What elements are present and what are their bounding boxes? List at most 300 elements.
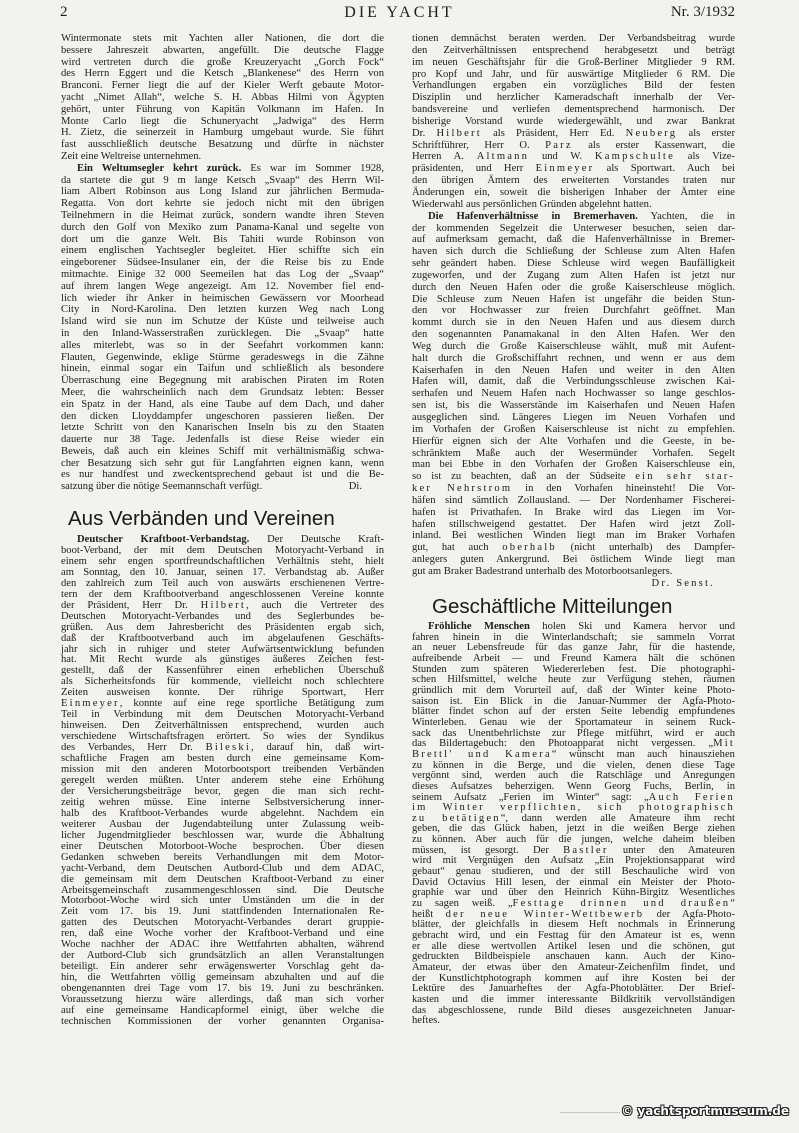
text-line	[412, 258, 735, 270]
text-line	[412, 365, 735, 377]
paragraph	[412, 33, 735, 211]
text-line	[61, 1017, 384, 1028]
text-run: Verhandlungen ergaben ein vorzügliches Bild der festen	[412, 80, 735, 92]
text-run: , auch die Vertreter des	[246, 599, 384, 611]
text-run: yacht-Verband, dem Deutschen Autbord-Club und dem ADAC,	[61, 862, 384, 874]
text-run: halb des Kraftboot-Verbandes wurde abgelehnt. Nachdem ein	[61, 807, 384, 819]
text-run: der Versicherungsbeiträge bevor, gegen die man sich recht-	[61, 785, 384, 797]
text-line	[61, 281, 384, 293]
watermark: © yachtsportmuseum.de	[621, 1104, 789, 1118]
text-line	[61, 68, 384, 80]
text-run: graphie war und über den Heinrich Kühn-Birgitz Wesentliches	[412, 887, 735, 899]
text-run: zeitig wehren müsse. Eine interne Selbstversicherung inner-	[61, 796, 384, 808]
text-run: gehört, unter Führung von Kapitän Volkmann im Hafen. In	[61, 103, 384, 115]
paragraph	[61, 33, 384, 163]
section-heading-mitteilungen: Geschäftliche Mitteilungen	[432, 595, 673, 618]
text-line	[412, 246, 735, 258]
text-line	[61, 458, 384, 470]
text-run: hinein, einmal sogar ein Taifun und schließlich als besondere	[61, 363, 384, 375]
text-run: Disziplin und herzlicher Kameradschaft innerhalb der Ver-	[412, 92, 735, 104]
text-run: sehr geändert haben. Diese Schleuse wird wegen Baufälligkeit	[412, 258, 735, 270]
text-run: David Octavius Hill lesen, der einmal ein Meister der Photo-	[412, 876, 735, 888]
text-line	[61, 175, 384, 187]
text-run: holen Ski und Kamera hervor und	[529, 621, 735, 632]
text-run: im Vorhafen der Großen Kaiserschleuse ist nicht zu empfehlen.	[412, 423, 735, 435]
page-number: 2	[60, 4, 68, 20]
text-line	[61, 45, 384, 57]
text-run: liam Albert Robinson aus Long Island zur jährlichen Bermuda-	[61, 186, 384, 198]
text-run: gatten des Deutschen Motoryacht-Verbandes derart gruppie-	[61, 917, 384, 929]
spaced-emphasis: Festtage drinnen und draußen	[512, 898, 731, 910]
text-run: eingeborener Südsee-Insulaner ein, der die Reise bis zu Ende	[61, 257, 384, 269]
text-line	[412, 329, 735, 341]
text-run: zu sagen weiß. „	[412, 898, 513, 910]
text-line	[61, 328, 384, 340]
text-line	[412, 1006, 735, 1017]
text-run: vergönnt sind, werden auch die Ratschläge und Anregungen	[412, 770, 735, 782]
text-line	[412, 341, 735, 353]
text-line	[412, 459, 735, 471]
spaced-emphasis: Auch Ferien	[648, 791, 735, 803]
text-run: den dicken Lloyddampfer ungeschoren passieren ließen. Der	[61, 410, 384, 422]
text-run: das abgeschlossene, runde Bild dieses ausgezeichneten Januar-	[412, 1004, 735, 1016]
text-run: Zeiten ausweisen konnte. Der rührige Sportwart, Herr	[61, 687, 384, 699]
text-run: bisherige Vorstand wurde wiedergewählt, und zwar Bankrat	[412, 115, 735, 127]
text-run: “, dann werden alle Amateure ihm recht	[500, 812, 735, 824]
text-run: auf aufmerksam gemacht, daß die Hafenverhältnisse in Bremer-	[412, 234, 735, 246]
text-run: den zahlreich zum Teil auch von auswärts erschienenen Vertre-	[61, 577, 384, 589]
spaced-emphasis: Mit	[713, 738, 735, 750]
text-line	[412, 80, 735, 92]
text-run: als erster Kassenwart, die	[572, 139, 735, 151]
text-run: Stunden zum späteren Wiedererleben fest. Die photographi-	[412, 663, 735, 675]
text-run: schaftliche Fragen am besten durch eine gemeinsame Kom-	[61, 753, 384, 765]
text-run: unter den Amateuren	[608, 844, 735, 856]
text-run: dieses Aufsatzes beherzigen. Wenn Georg Fuchs, Berlin, in	[412, 780, 735, 792]
text-line	[61, 422, 384, 434]
text-run: den vor Hochwasser zur freien Durchfahrt geöffnet. Man	[412, 305, 735, 317]
text-line	[61, 411, 384, 423]
spaced-emphasis: zu betätigen	[412, 812, 501, 824]
text-run: einem sehr engen sportfreundschaftlichen Verhältnis steht, hielt	[61, 555, 384, 567]
text-run: hin, die Wettfahrten völlig gemeinsam abzuhalten und auf die	[61, 972, 384, 984]
paragraph	[61, 163, 384, 493]
text-run: gebaut“ genau studieren, und der still Beschauliche wird von	[412, 866, 735, 878]
text-run: Hierfür eignen sich der Alte Vorhafen und die Geeste, in be-	[412, 435, 735, 447]
text-line	[61, 234, 384, 246]
text-line	[412, 199, 735, 211]
spaced-emphasis: Hilbert	[436, 127, 482, 139]
text-run: einer Deutschen Motorboot-Woche besprochen. Über diesen	[61, 840, 384, 852]
text-run: Lektüre des Januarheftes der Agfa-Photoblätter. Der Brief-	[412, 983, 735, 995]
text-line	[412, 400, 735, 412]
text-run: Yachten, die in	[637, 210, 735, 222]
text-run: Wiederwahl aus persönlichen Gründen abgelehnt hatten.	[412, 198, 652, 210]
text-run: jahr sich in ruhiger und steter Aufwärtsentwicklung befunden	[61, 643, 384, 655]
text-line	[412, 305, 735, 317]
text-run: Teilnehmern in die Heimat zurück, sondern wandte ihren Steven	[61, 209, 384, 221]
spaced-emphasis: im Winter verpflichten, sich photographisch	[412, 802, 735, 814]
text-line	[412, 92, 735, 104]
text-run: den übrigen Ämtern des erweiterten Vorstandes traten nur	[412, 175, 735, 187]
text-line	[412, 163, 735, 175]
text-run: Der Deutsche Kraft-	[249, 534, 384, 545]
text-run: wird mit Vergnügen den Aufsatz „Ein Projektionsapparat wird	[412, 855, 735, 867]
text-run: “ wünscht man auch hinausziehen	[551, 748, 735, 760]
text-run: Motorboot-Woche wird sich unter Umständen um die in der	[61, 895, 384, 907]
text-run: Wintermonate stets mit Yachten aller Nationen, die dort die	[61, 33, 384, 44]
paragraph	[412, 211, 735, 590]
article-lead-title: Ein Weltumsegler kehrt zurück.	[77, 162, 242, 174]
text-run: technischen Kommissionen der vorher genannten Organisa-	[61, 1015, 384, 1027]
text-line	[412, 388, 735, 400]
text-run: obengenannten drei Tage vom 17. bis 19. Juni zu beschränken.	[61, 983, 384, 995]
text-line	[412, 45, 735, 57]
text-line	[61, 104, 384, 116]
text-run: müssen, ist gesorgt. Der	[412, 844, 564, 856]
text-run: verschiedene Wirtschaftsfragen erörtert. So wies der Syndikus	[61, 731, 384, 743]
text-run: der Autbord-Club sich grundsätzlich an allen Veranstaltungen	[61, 950, 384, 962]
text-run: Meer, die wahrscheinlich nach dem Grundsatz lebten: Besser	[61, 386, 384, 398]
text-line	[412, 116, 735, 128]
text-run: Island wird sie nun im Schutze der Küste und teilweise auch	[61, 316, 384, 328]
text-run: Zeit vom 17. bis 19. Juni stattfindenden Internationalen Re-	[61, 906, 384, 918]
text-run: aufreibende Arbeit — und Freund Kamera hält die schönen	[412, 652, 735, 664]
text-line	[412, 566, 735, 578]
text-run: dort um die ganze Welt. Bis Tahiti wurde Robinson von	[61, 233, 384, 245]
text-run: “	[730, 898, 735, 910]
section-heading-verbaende: Aus Verbänden und Vereinen	[68, 507, 335, 530]
text-run: man bei Ebbe in den Vorhafen der Großen Kaiserschleuse ein,	[412, 459, 735, 471]
paragraph	[61, 535, 384, 1028]
text-line	[412, 317, 735, 329]
text-line	[412, 424, 735, 436]
text-line	[412, 104, 735, 116]
text-run: Flauten, Gegenwinde, eklige Stürme geradeswegs in die Zähne	[61, 351, 384, 363]
text-run: gut am Braker Badestrand unterhalb des Motorbootsanlegers.	[412, 565, 673, 577]
text-run: gestellt, daß der Kassenführer einen erheblichen Überschuß	[61, 665, 384, 677]
text-run: yacht „Nimet Allah“, welche S. H. Abbas Hilmi von Ägypten	[61, 91, 384, 103]
text-run: der Agfa-Photo-	[644, 908, 735, 920]
text-run: es nur handfest und zweckentsprechend gebaut ist und die Be-	[61, 469, 384, 481]
left-column-top-articles	[61, 33, 384, 493]
text-run: geregelt werden müßten. Unter anderem stehe eine Erhöhung	[61, 774, 384, 786]
text-run: das Bildertagebuch: den Photoapparat nicht vergessen. „	[412, 738, 714, 750]
text-run: pro Kopf und Jahr, und für auswärtige Mitglieder 6 RM. Die	[412, 68, 735, 80]
text-line	[412, 294, 735, 306]
text-run: zugeworfen, und der Zugang zum Alten Hafen ist jetzt nur	[412, 269, 735, 281]
spaced-emphasis: Einmeyer	[61, 698, 120, 710]
text-line	[61, 139, 384, 151]
text-run: sack das Unentbehrlichste zur Pflege mitführt, wird er auch	[412, 727, 735, 739]
text-run: Voraussetzung hierzu wäre allerdings, daß man sich vorher	[61, 994, 384, 1006]
text-run: im neuen Geschäftsjahr für die Groß-Berliner Mitglieder 9 RM.	[412, 56, 735, 68]
text-run: anlegers guten Ankergrund. Bei östlichem Winde liegt man	[412, 554, 735, 566]
text-run: wird vertreten durch die große Kreuzeryacht „Gorch Fock“	[61, 56, 384, 68]
text-run: daß der Kraftbootverband auch im abgelaufenen Geschäfts-	[61, 632, 384, 644]
text-run: als Sportwart. Auch bei	[594, 163, 735, 175]
text-line	[412, 448, 735, 460]
article-lead-title: Deutscher Kraftboot-Verbandstag.	[77, 534, 250, 545]
text-line	[61, 163, 384, 175]
text-line	[412, 187, 735, 199]
text-run: Beweis, daß auch ein kleines Schiff mit verhältnismäßig schwa-	[61, 445, 384, 457]
text-run: Amateur, der etwas über den Amateur-Zeichenfilm findet, und	[412, 962, 735, 973]
text-run: mission mit den anderen Motorbootsport treibenden Verbänden	[61, 764, 384, 776]
text-line	[412, 140, 735, 152]
text-line	[412, 223, 735, 235]
text-run: heißt	[412, 908, 446, 920]
text-line	[61, 316, 384, 328]
text-run: gründlich mit dem Vorurteil auf, daß der Winter keine Photo-	[412, 684, 735, 696]
text-run: Kaiserhafen in den Neuen Hafen und weiter in den Alten	[412, 364, 735, 376]
text-line	[61, 222, 384, 234]
text-run: , konnte auf eine rege sportliche Betätigung zum	[119, 698, 384, 710]
text-run: an neuer Lebensfreude für das ganze Jahr, für die hastende,	[412, 642, 735, 654]
text-run: ein Spatz in der Hand, als eine Taube auf dem Dach, und daher	[61, 398, 384, 410]
text-run: tionen demnächst beraten werden. Der Verbandsbeitrag wurde	[412, 33, 735, 44]
text-line	[412, 483, 735, 495]
text-run: als Sicherheitsfonds für kommende, vielleicht noch schlechtere	[61, 676, 384, 688]
spaced-emphasis: Parz	[545, 139, 573, 151]
text-run: kommt durch sie in den Neuen Hafen und aus diesem durch	[412, 317, 735, 329]
text-run: da startete die gut 9 m lange Ketsch „Svaap“ des Herrn Wil-	[61, 174, 384, 186]
text-run: cher Besatzung sich sehr gut für Langfahrten eignen kann, wenn	[61, 457, 384, 469]
text-run: am Sonntag, den 10. Januar, seinen 17. Verbandstag ab. Außer	[61, 566, 384, 578]
text-run: Zeit eine Weltreise unternehmen.	[61, 150, 202, 162]
text-run: Gedanken schweben bereits Verhandlungen mit dem Motor-	[61, 851, 384, 863]
text-line	[61, 127, 384, 139]
text-run: ren, daß eine Woche vorher der Kraftboot-Verband und eine	[61, 928, 384, 940]
text-line	[412, 151, 735, 163]
text-run: boot-Verband, der mit dem Deutschen Motoryacht-Verband in	[61, 544, 384, 556]
mitteilungen-article	[412, 622, 735, 1027]
spaced-emphasis: Neuberg	[625, 127, 678, 139]
text-line	[412, 211, 735, 223]
text-line	[61, 245, 384, 257]
text-run: bessere Jahreszeit abwarten, angefüllt. Die deutsche Flagge	[61, 44, 384, 56]
text-run: in den Inland-Wasserstraßen zurücklegen. Die „Svaap“ hatte	[61, 327, 384, 339]
text-run: saison ist. Ein Blick in die Januar-Nummer der Agfa-Photo-	[412, 695, 735, 707]
text-run: tern der dem Kraftbootverband angeschlossenen Vereine konnte	[61, 588, 384, 600]
text-run: gebracht wird, und ein Festtag für den Amateur ist es, wenn	[412, 930, 735, 942]
text-run: Winterleben. Genau wie der Sportamateur in seinem Ruck-	[412, 716, 735, 728]
text-run: bandsvereine und verliefen dementsprechend harmonisch. Der	[412, 104, 735, 116]
text-run: häfen sind sämtlich Zollausland. — Der Nordenhamer Fischerei-	[412, 494, 735, 506]
text-line	[61, 198, 384, 210]
text-run: des Herrn Eggert und die Ketsch „Blankenese“ des Herrn von	[61, 68, 384, 80]
spaced-emphasis: Brettl' und Kamera	[412, 748, 552, 760]
text-run: in den Vorhafen hineinsteht! Die Vor-	[512, 483, 735, 495]
text-run: Weg durch die Große Kaiserschleuse wählt, muß mit Aufent-	[412, 340, 735, 352]
text-line	[61, 186, 384, 198]
text-run: zu können in die Berge, und die vielen, denen diese Tage	[412, 759, 735, 771]
text-run: Regatta. Von dort kehrte sie jedoch nicht mit den übrigen	[61, 198, 384, 210]
text-line	[412, 1016, 735, 1027]
author-signature: Dr. Senst.	[651, 577, 715, 589]
text-line	[61, 116, 384, 128]
right-column-top-articles	[412, 33, 735, 590]
spaced-emphasis: Bileski	[205, 742, 251, 754]
text-line	[412, 542, 735, 554]
text-run: H. Zietz, die seinerzeit in Hamburg umgebaut wurde. Sie führt	[61, 127, 384, 139]
spaced-emphasis: Bastler	[563, 844, 609, 856]
text-run: Herren A.	[412, 151, 477, 163]
text-run: heftes.	[412, 1015, 440, 1027]
text-run: Schriftführer, Herr O.	[412, 139, 546, 151]
issue-number: Nr. 3/1932	[670, 4, 735, 20]
text-line	[61, 399, 384, 411]
text-run: Monte Carlo liegt die Schuneryacht „Jadwiga“ des Herrn	[61, 115, 384, 127]
text-run: Dr.	[412, 127, 437, 139]
text-run: seinem Aufsatz „Ferien im Winter“ sagt: „	[412, 791, 649, 803]
text-run: gut, hat auch	[412, 542, 503, 554]
text-run: geben, die das Glück haben, jetzt in die weißen Berge ziehen	[412, 823, 735, 835]
text-run: des Verbandes, Herr Dr.	[61, 742, 206, 754]
text-line	[412, 270, 735, 282]
text-line	[61, 469, 384, 481]
text-run: mitmachte. Einige 32 000 Seemeilen hat das Log der „Svaap“	[61, 268, 384, 280]
text-run: halt durch die Großschiffahrt rechnen, und wenn er aus dem	[412, 352, 735, 364]
text-line	[412, 69, 735, 81]
text-line	[61, 293, 384, 305]
signature-line	[61, 481, 384, 493]
text-line	[412, 57, 735, 69]
text-run: haven sich durch die Schließung der Schleuse zum Alten Hafen	[412, 246, 735, 258]
text-run: als Präsident, Herr Ed.	[481, 127, 626, 139]
text-run: fahren hinein in die Winterlandschaft; sie sammeln Vorrat	[412, 631, 735, 643]
text-line	[412, 234, 735, 246]
text-line	[412, 507, 735, 519]
text-run: den Zeitverhältnissen entsprechend herabgesetzt und beträgt	[412, 44, 735, 56]
scan-artifact-line	[560, 1112, 620, 1113]
text-run: Woche nachher der ADAC ihre Wettfahrten abhalten, während	[61, 939, 384, 951]
paragraph	[412, 622, 735, 1027]
text-run: weiterer Ausbau der Jugendabteilung unter Zulassung weib-	[61, 818, 384, 830]
text-run: grüßen. Aus dem Jahresbericht des Präsidenten ergab sich,	[61, 621, 384, 633]
text-run: licher Jugendmitglieder beschlossen war, wurde die Abhaltung	[61, 829, 384, 841]
text-run: Deutschen Motoryacht-Verbandes und des Seglerbundes be-	[61, 610, 384, 622]
spaced-emphasis: Einmeyer	[535, 163, 595, 175]
verbaende-article	[61, 535, 384, 1028]
text-line	[61, 151, 384, 163]
text-run: ausgeglichen sind. Längeres Liegen im Neuen Vorhafen und	[412, 412, 735, 423]
spaced-emphasis: ker Nehrstrom	[412, 483, 513, 495]
text-run: beteiligt. Ein anderer sehr erwägenswerter Vorschlag geht da-	[61, 961, 384, 973]
text-line	[412, 282, 735, 294]
text-run: Überraschung eine Begegnung mit arabischen Piraten im Roten	[61, 375, 384, 387]
text-line	[412, 353, 735, 365]
text-line	[61, 269, 384, 281]
text-run: durch den Neuen Hafen oder die große Kaiserschleuse möglich.	[412, 281, 735, 293]
text-line	[412, 530, 735, 542]
text-line	[412, 33, 735, 45]
text-run: die gemeinsam mit dem Deutschen Kraftboot-Verband zu einer	[61, 873, 384, 885]
text-run: dauerte nur 38 Tage. Jedenfalls ist diese Reise wieder ein	[61, 434, 384, 446]
text-run: zu können. Aber auch für die jungen, welche daheim bleiben	[412, 834, 735, 846]
spaced-emphasis: oberhalb	[502, 542, 557, 554]
text-run: alles miterlebt, was so in der Seefahrt vorkommen kann:	[61, 339, 384, 351]
text-line	[61, 257, 384, 269]
text-run: blätter findet schon auf der ersten Seite lebendig empfundenes	[412, 706, 735, 718]
text-run: Branconi. Ferner liegt die auf der Kieler Werft gebaute Motor-	[61, 80, 384, 92]
text-run: Die Schleuse zum Neuen Hafen ist ungefähr die beiden Stun-	[412, 293, 735, 305]
text-line	[61, 210, 384, 222]
text-line	[412, 519, 735, 531]
text-run: der Präsident, Herr Dr.	[61, 599, 201, 611]
text-line	[412, 471, 735, 483]
text-run: fast ausschließlich deutsche Besatzung und dürfte in nächster	[61, 139, 384, 151]
spaced-emphasis: Kampschulte	[594, 151, 675, 163]
text-run: , darauf hin, daß wirt-	[251, 742, 384, 754]
text-run: auf ihrem langen Wege angezeigt. Am 12. November fiel end-	[61, 280, 384, 292]
text-run: und W.	[529, 151, 595, 163]
article-lead-title: Fröhliche Menschen	[428, 621, 530, 632]
text-line	[61, 481, 262, 493]
text-run: Arbeitsgemeinschaft zusammengeschlossen sind. Die Deutsche	[61, 884, 384, 896]
text-run: schränktem Maße auch der Wesermünder Vorhafen. Segelt	[412, 447, 735, 459]
text-run: Änderungen ein, soweit die bisherigen Inhaber der Ämter eine	[412, 186, 735, 198]
text-line	[412, 376, 735, 388]
text-line	[61, 387, 384, 399]
text-run: hat. Mit Recht wurde als günstiges äußeres Zeichen fest-	[61, 654, 384, 666]
text-run: sen ist, bis die Wasserstände im Kaiserhafen und Neuen Hafen	[412, 400, 735, 412]
text-line	[61, 434, 384, 446]
text-line	[61, 80, 384, 92]
text-run: hafen ist Privathafen. In Brake wird das Liegen im Vor-	[412, 506, 735, 518]
text-run: (nicht unterhalb) des Dampfer-	[556, 542, 735, 554]
spaced-emphasis: Hilbert	[200, 599, 247, 611]
text-run: hafen stillschweigend gestattet. Der Hafen wird jetzt Zoll-	[412, 518, 735, 530]
text-run: inland. Bei westlichen Winden liegt man im Braker Vorhafen	[412, 530, 735, 542]
text-run: als Vize-	[674, 151, 736, 163]
text-line	[61, 33, 384, 45]
text-line	[61, 92, 384, 104]
text-line	[412, 554, 735, 566]
text-run: so ist zu beachten, daß an der Südseite	[412, 471, 636, 483]
magazine-title: DIE YACHT	[344, 4, 455, 21]
text-run: den sogenannten Panamakanal in den Alten Hafen. Wer den	[412, 329, 735, 341]
spaced-emphasis: der neue Winter-Wettbewerb	[445, 908, 645, 920]
text-run: schen Hilfsmittel, welche heute zur Verfügung stehen, räumen	[412, 674, 735, 686]
spaced-emphasis: Altmann	[476, 151, 530, 163]
author-signature: Di.	[348, 481, 362, 493]
text-line	[412, 436, 735, 448]
text-line	[412, 412, 735, 424]
article-lead-title: Die Hafenverhältnisse in Bremerhaven.	[428, 210, 638, 222]
spaced-emphasis: ein sehr star-	[635, 471, 735, 483]
text-run: durch den Golf von Mexiko zum Panama-Kanal und segelte von	[61, 221, 384, 233]
text-line	[61, 57, 384, 69]
text-run: der Kunstlichtphotograph kommen auf ihre Kosten bei der	[412, 972, 735, 984]
text-run: serhafen und Neuem Hafen nach Hochwasser so lange geschlos-	[412, 388, 735, 400]
text-run: einem englischen Yachtsegler begleitet. Hier schiffte sich ein	[61, 245, 384, 257]
text-line	[61, 446, 384, 458]
text-run: Teil in Verbindung mit dem Deutschen Motoryacht-Verband	[61, 709, 384, 721]
text-run: als erster	[677, 127, 735, 139]
text-line	[61, 340, 384, 352]
text-run: Hafen will, damit, daß die Verbindungsschleuse zwischen Kai-	[412, 376, 735, 388]
text-run: präsidenten, und Herr	[412, 163, 536, 175]
text-run: kasten und die immer interessante Bildkritik vervollständigen	[412, 993, 735, 1005]
text-line	[61, 352, 384, 364]
text-run: auf eine gemeinsame Handicapformel einigt, über welche die	[61, 1004, 384, 1016]
text-run: letzte Schritt von den Kanarischen Inseln bis zu den Staaten	[61, 422, 384, 434]
text-run: hinweisen. Den Zeitverhältnissen entsprechend, wurden auch	[61, 720, 384, 732]
text-run: City in Nord-Karolina. Den letzten kurzen Weg nach Long	[61, 304, 384, 316]
text-run: lich wieder ihr Anker in heimischen Gewässern vor Moorhead	[61, 292, 384, 304]
text-line	[412, 495, 735, 507]
